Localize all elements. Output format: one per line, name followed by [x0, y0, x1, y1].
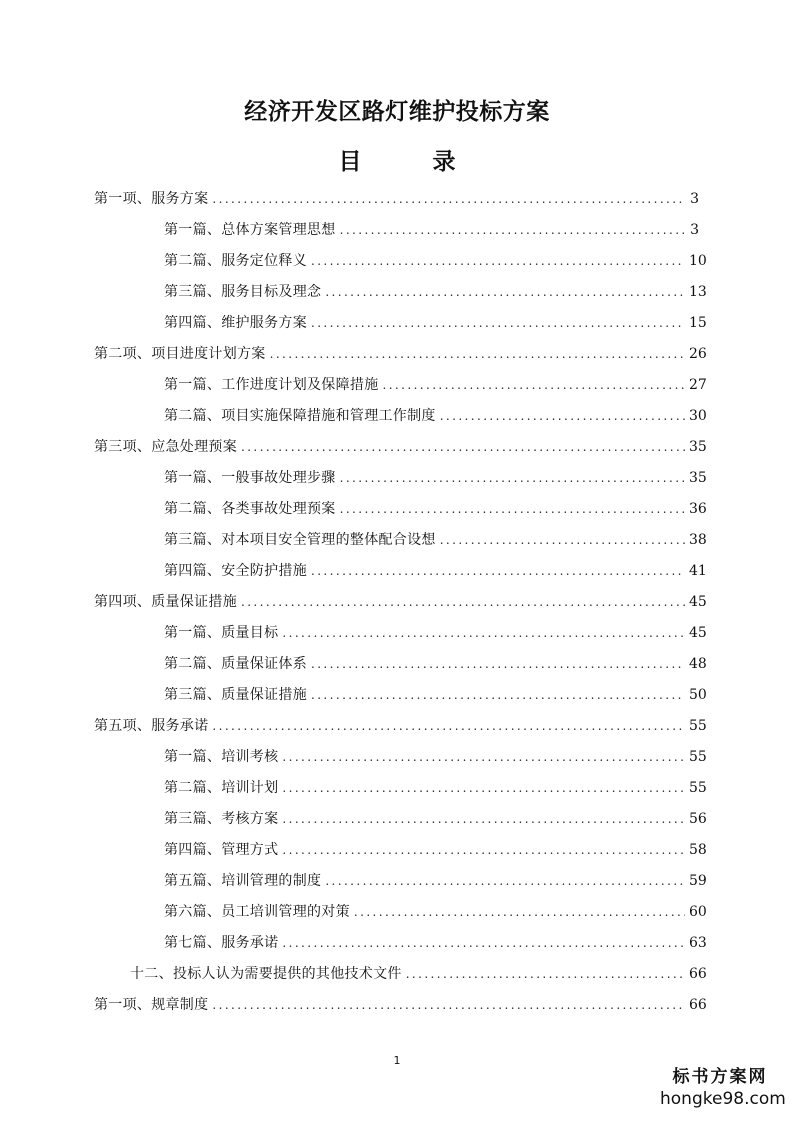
- toc-entry-label: 第四篇、安全防护措施: [164, 563, 307, 579]
- toc-entry[interactable]: [0, 587, 794, 618]
- toc-entry-page: 45: [689, 625, 707, 641]
- toc-entry-label: 第三篇、服务目标及理念: [164, 284, 322, 300]
- toc-entry-page: 50: [689, 687, 707, 703]
- document-title: 经济开发区路灯维护投标方案: [244, 99, 550, 125]
- toc-entry-label: 第二篇、各类事故处理预案: [164, 501, 336, 517]
- toc-entry-label: 第二篇、质量保证体系: [164, 656, 307, 672]
- toc-entry[interactable]: [0, 680, 794, 711]
- toc-entry[interactable]: [0, 339, 794, 370]
- toc-dot-leader: [440, 525, 685, 556]
- toc-entry-page: 26: [689, 346, 707, 362]
- toc-entry-page: 35: [689, 439, 707, 455]
- toc-entry-label: 第二项、项目进度计划方案: [94, 346, 266, 362]
- toc-entry-page: 41: [689, 563, 707, 579]
- toc-dot-leader: [212, 711, 685, 742]
- toc-entry-label: 第三篇、考核方案: [164, 811, 279, 827]
- toc-dot-leader: [212, 184, 685, 215]
- toc-entry-page: 36: [689, 501, 707, 517]
- toc-entry-page: 66: [689, 966, 707, 982]
- toc-entry-page: 45: [689, 594, 707, 610]
- toc-dot-leader: [212, 990, 685, 1021]
- toc-entry[interactable]: [0, 959, 794, 990]
- toc-entry-label: 第二篇、培训计划: [164, 780, 279, 796]
- toc-entry-label: 十二、投标人认为需要提供的其他技术文件: [130, 966, 402, 982]
- watermark-logo: [660, 1066, 786, 1110]
- toc-entry-page: 55: [689, 749, 707, 765]
- toc-entry-page: 56: [689, 811, 707, 827]
- page-number: 1: [393, 1054, 401, 1067]
- toc-dot-leader: [282, 618, 685, 649]
- toc-entry-label: 第二篇、项目实施保障措施和管理工作制度: [164, 408, 436, 424]
- toc-heading: 目 录: [338, 149, 480, 175]
- toc-entry[interactable]: [0, 742, 794, 773]
- toc-dot-leader: [340, 215, 685, 246]
- toc-entry-page: 58: [689, 842, 707, 858]
- toc-entry[interactable]: [0, 835, 794, 866]
- toc-entry[interactable]: [0, 401, 794, 432]
- toc-entry[interactable]: [0, 494, 794, 525]
- toc-entry[interactable]: [0, 897, 794, 928]
- toc-entry[interactable]: [0, 308, 794, 339]
- toc-entry[interactable]: [0, 184, 794, 215]
- toc-entry[interactable]: [0, 463, 794, 494]
- toc-dot-leader: [340, 463, 685, 494]
- toc-dot-leader: [440, 401, 685, 432]
- toc-dot-leader: [241, 432, 685, 463]
- toc-entry-label: 第二篇、服务定位释义: [164, 253, 307, 269]
- toc-dot-leader: [311, 556, 685, 587]
- table-of-contents: [0, 184, 794, 1021]
- toc-dot-leader: [325, 866, 685, 897]
- toc-entry-page: 13: [689, 284, 707, 300]
- toc-entry-page: 3: [690, 222, 699, 238]
- toc-entry[interactable]: [0, 711, 794, 742]
- toc-dot-leader: [406, 959, 685, 990]
- toc-entry-label: 第一篇、一般事故处理步骤: [164, 470, 336, 486]
- toc-entry[interactable]: [0, 990, 794, 1021]
- toc-entry-page: 48: [689, 656, 707, 672]
- toc-entry-page: 15: [689, 315, 707, 331]
- toc-dot-leader: [241, 587, 685, 618]
- toc-dot-leader: [282, 835, 685, 866]
- toc-entry-label: 第一项、服务方案: [94, 191, 209, 207]
- toc-dot-leader: [282, 773, 685, 804]
- toc-dot-leader: [325, 277, 685, 308]
- toc-entry-label: 第一篇、培训考核: [164, 749, 279, 765]
- toc-entry-label: 第四项、质量保证措施: [94, 594, 237, 610]
- toc-entry-label: 第一篇、工作进度计划及保障措施: [164, 377, 379, 393]
- toc-entry-label: 第六篇、员工培训管理的对策: [164, 904, 350, 920]
- toc-entry[interactable]: [0, 928, 794, 959]
- toc-dot-leader: [311, 680, 685, 711]
- toc-entry-label: 第七篇、服务承诺: [164, 935, 279, 951]
- toc-entry[interactable]: [0, 246, 794, 277]
- toc-dot-leader: [354, 897, 685, 928]
- toc-entry-page: 30: [689, 408, 707, 424]
- toc-entry-label: 第一项、规章制度: [94, 997, 209, 1013]
- toc-entry[interactable]: [0, 370, 794, 401]
- toc-entry-label: 第一篇、质量目标: [164, 625, 279, 641]
- toc-dot-leader: [270, 339, 685, 370]
- toc-entry-label: 第三项、应急处理预案: [94, 439, 237, 455]
- watermark-chinese: 标书方案网: [672, 1067, 768, 1087]
- toc-dot-leader: [282, 804, 685, 835]
- toc-entry[interactable]: [0, 804, 794, 835]
- toc-entry[interactable]: [0, 525, 794, 556]
- toc-entry-page: 27: [689, 377, 707, 393]
- toc-entry-page: 3: [690, 191, 699, 207]
- toc-entry-label: 第五篇、培训管理的制度: [164, 873, 322, 889]
- toc-entry[interactable]: [0, 773, 794, 804]
- toc-entry-page: 10: [689, 253, 707, 269]
- toc-entry-page: 38: [689, 532, 707, 548]
- toc-dot-leader: [311, 649, 685, 680]
- toc-entry[interactable]: [0, 215, 794, 246]
- toc-entry-page: 59: [689, 873, 707, 889]
- toc-entry-label: 第三篇、质量保证措施: [164, 687, 307, 703]
- toc-entry-label: 第四篇、管理方式: [164, 842, 279, 858]
- toc-entry[interactable]: [0, 866, 794, 897]
- toc-entry[interactable]: [0, 649, 794, 680]
- toc-entry-page: 35: [689, 470, 707, 486]
- toc-dot-leader: [282, 742, 685, 773]
- toc-entry[interactable]: [0, 556, 794, 587]
- toc-dot-leader: [340, 494, 685, 525]
- toc-dot-leader: [383, 370, 686, 401]
- watermark-url: hongke98.com: [660, 1089, 786, 1109]
- toc-entry[interactable]: [0, 432, 794, 463]
- toc-entry-page: 55: [689, 718, 707, 734]
- toc-entry-label: 第四篇、维护服务方案: [164, 315, 307, 331]
- toc-dot-leader: [311, 246, 685, 277]
- toc-entry[interactable]: [0, 618, 794, 649]
- toc-entry-label: 第三篇、对本项目安全管理的整体配合设想: [164, 532, 436, 548]
- toc-entry-page: 63: [689, 935, 707, 951]
- toc-entry-page: 60: [689, 904, 707, 920]
- toc-dot-leader: [282, 928, 685, 959]
- toc-entry-page: 55: [689, 780, 707, 796]
- toc-entry[interactable]: [0, 277, 794, 308]
- toc-dot-leader: [311, 308, 685, 339]
- toc-entry-label: 第五项、服务承诺: [94, 718, 209, 734]
- toc-entry-page: 66: [689, 997, 707, 1013]
- toc-entry-label: 第一篇、总体方案管理思想: [164, 222, 336, 238]
